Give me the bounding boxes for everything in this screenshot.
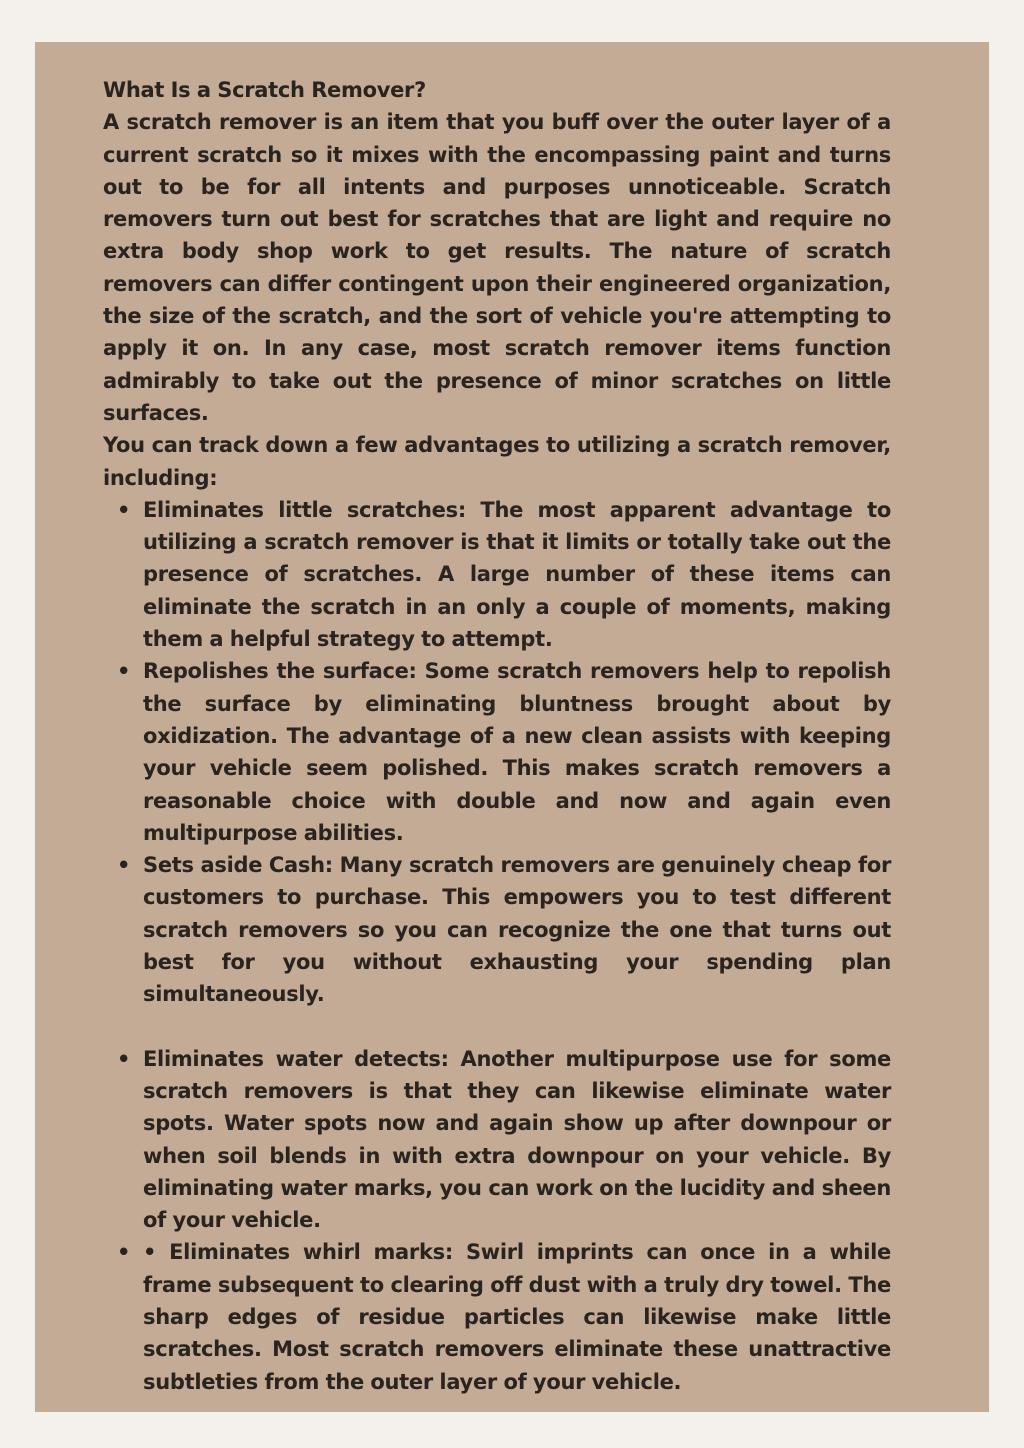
list-item-text: Eliminates water detects: Another multipurpose use for some scratch removers is that they can likewise eliminate water spots. Water spots now and again show up after downpour or when soil blends in with extra downpour on your vehicle. By eliminating water marks, you can work on the lucidity and sheen of your vehicle.: [143, 1046, 891, 1233]
document-heading: What Is a Scratch Remover?: [103, 78, 426, 102]
advantages-list: [103, 494, 891, 1398]
document-content: [103, 74, 891, 1398]
list-item-text: Repolishes the surface: Some scratch removers help to repolish the surface by eliminating bluntness brought about by oxidization. The advantage of a new clean assists with keeping your vehicle seem polished. This makes scratch removers a reasonable choice with double and now and again even multipurpose abilities.: [143, 659, 891, 845]
list-item: [103, 1236, 891, 1397]
bullet-icon: •: [117, 497, 131, 522]
bullet-icon: •: [117, 1240, 131, 1265]
list-item: [103, 849, 891, 1010]
bullet-icon: •: [117, 659, 131, 684]
advantages-intro: You can track down a few advantages to utilizing a scratch remover, including:: [103, 433, 891, 490]
list-item-text: Sets aside Cash: Many scratch removers are genuinely cheap for customers to purchase. This empowers you to test different scratch removers so you can recognize the one that turns out best for you without exhausting your spending plan simultaneously.: [143, 853, 891, 1007]
list-item: [103, 494, 891, 655]
list-item: [103, 655, 891, 849]
list-item-text: • Eliminates whirl marks: Swirl imprints can once in a while frame subsequent to clearing off dust with a truly dry towel. The sharp edges of residue particles can likewise make little scratches. Most scratch removers eliminate these unattractive subtleties from the outer layer of your vehicle.: [143, 1240, 891, 1394]
bullet-icon: •: [117, 1046, 131, 1071]
list-item: [103, 1043, 891, 1237]
list-item-text: Eliminates little scratches: The most apparent advantage to utilizing a scratch remover is that it limits or totally take out the presence of scratches. A large number of these items can eliminate the scratch in an only a couple of moments, making them a helpful strategy to attempt.: [143, 497, 891, 652]
intro-paragraph: A scratch remover is an item that you buff over the outer layer of a current scratch so it mixes with the encompassing paint and turns out to be for all intents and purposes unnoticeable. Scratch removers turn out best for scratches that are light and require no extra body shop work to get results. The nature of scratch removers can differ contingent upon their engineered organization, the size of the scratch, and the sort of vehicle you're attempting to apply it on. In any case, most scratch remover items function admirably to take out the presence of minor scratches on little surfaces.: [103, 110, 891, 425]
bullet-icon: •: [117, 853, 131, 878]
